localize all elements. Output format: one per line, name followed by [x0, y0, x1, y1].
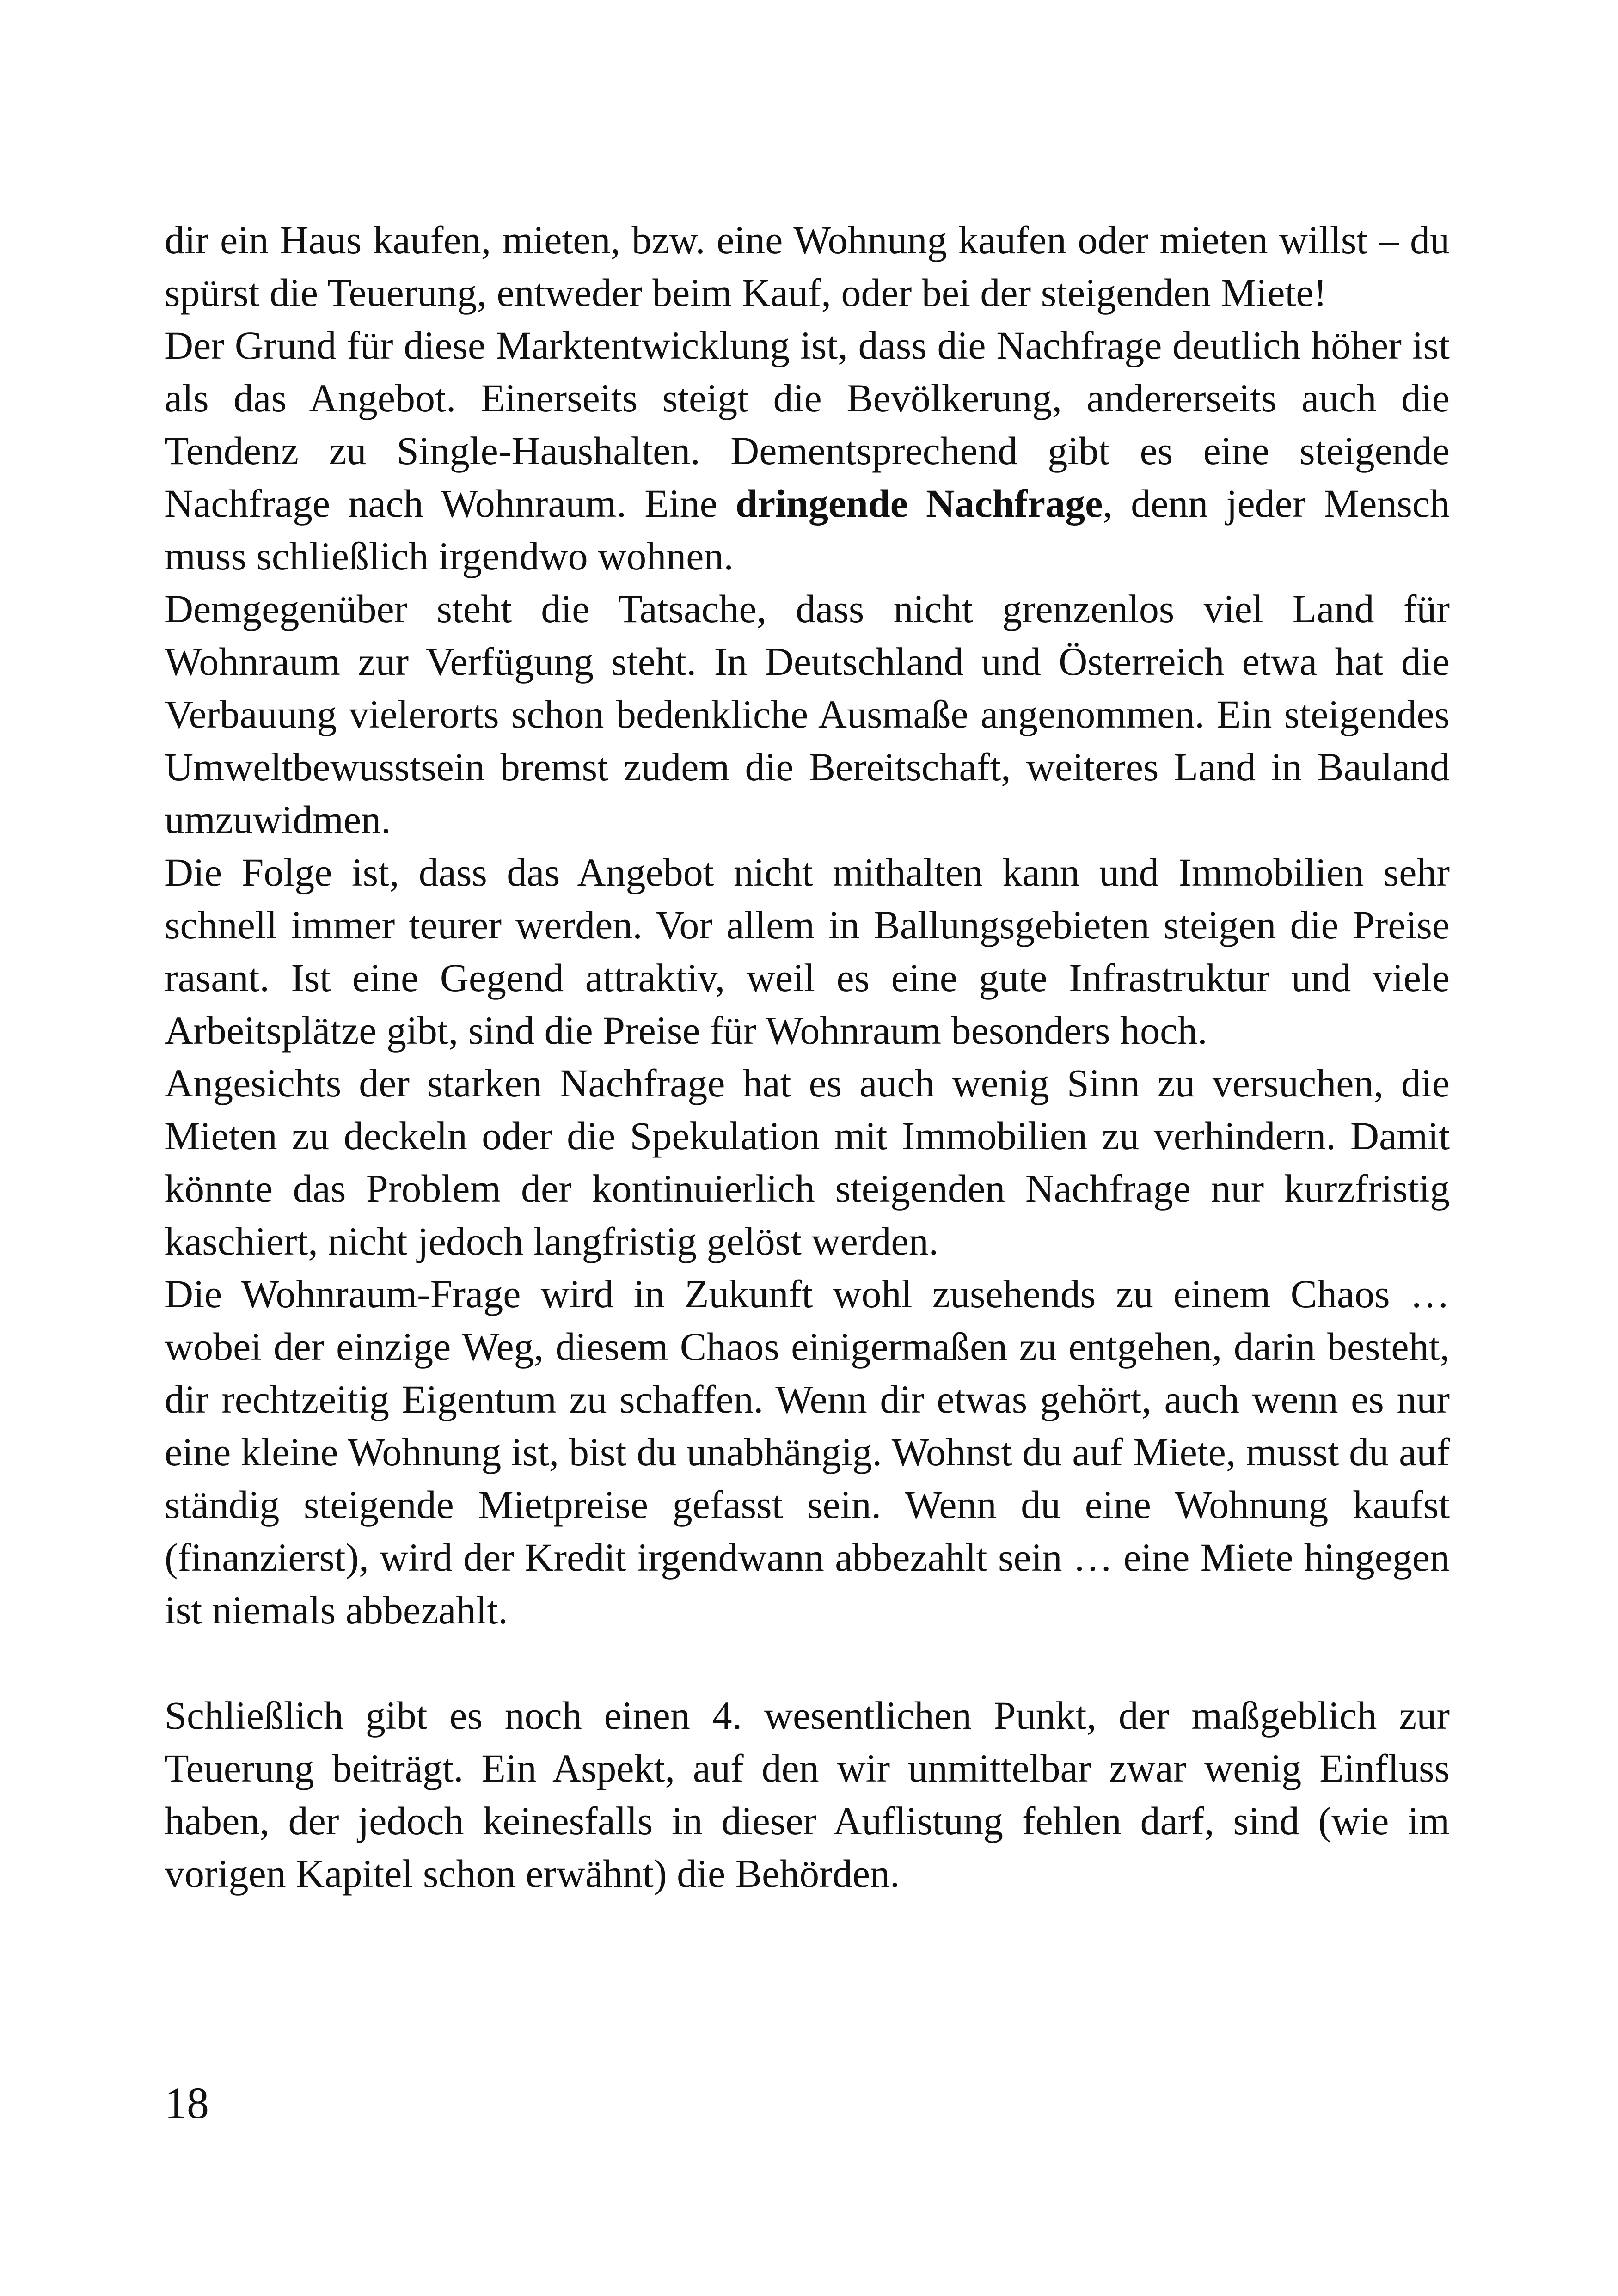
emphasis-dringende-nachfrage: dringende Nachfrage	[735, 481, 1103, 526]
paragraph-2-text-start: Der Grund für diese Marktentwicklung ist, dass die Nachfrage deutlich höher ist als das Angebot. Einerseits steigt die Bevölkerung, andererseits auch die Tendenz zu Single-Haushalten. Dementsprechend gibt es eine steigende Nachfrage nach Wohnraum. Eine	[165, 323, 1450, 526]
paragraph-5: Angesichts der starken Nachfrage hat es auch wenig Sinn zu versuchen, die Mieten zu deckeln oder die Spekulation mit Immobilien zu verhindern. Damit könnte das Problem der kontinuierlich steigenden Nachfrage nur kurzfristig kaschiert, nicht jedoch langfristig gelöst werden.	[165, 1061, 1450, 1263]
paragraph-4: Die Folge ist, dass das Angebot nicht mithalten kann und Immobilien sehr schnell immer teurer werden. Vor allem in Ballungsgebieten steigen die Preise rasant. Ist eine Gegend attraktiv, weil es eine gute Infrastruktur und viele Arbeitsplätze gibt, sind die Preise für Wohnraum besonders hoch.	[165, 850, 1450, 1053]
paragraph-3: Demgegenüber steht die Tatsache, dass nicht grenzenlos viel Land für Wohnraum zur Verfügung steht. In Deutschland und Österreich etwa hat die Verbauung vielerorts schon bedenkliche Ausmaße angenommen. Ein steigendes Umweltbewusstsein bremst zudem die Bereitschaft, weiteres Land in Bauland umzuwidmen.	[165, 587, 1450, 842]
paragraph-1: dir ein Haus kaufen, mieten, bzw. eine Wohnung kaufen oder mieten willst – du spürst die Teuerung, entweder beim Kauf, oder bei der steigenden Miete!	[165, 218, 1450, 315]
paragraph-2	[165, 319, 1450, 582]
paragraph-2-text-end: , denn jeder Mensch muss schließlich irgendwo wohnen.	[165, 481, 1450, 578]
body-text	[165, 214, 1450, 1900]
paragraph-6: Die Wohnraum-Frage wird in Zukunft wohl zusehends zu einem Chaos … wobei der einzige Weg, diesem Chaos einigermaßen zu entgehen, darin besteht, dir rechtzeitig Eigentum zu schaffen. Wenn dir etwas gehört, auch wenn es nur eine kleine Wohnung ist, bist du unabhängig. Wohnst du auf Miete, musst du auf ständig steigende Mietpreise gefasst sein. Wenn du eine Wohnung kaufst (finanzierst), wird der Kredit irgendwann abbezahlt sein … eine Miete hingegen ist niemals abbezahlt.	[165, 1272, 1450, 1632]
page-number: 18	[165, 2078, 209, 2128]
paragraph-7: Schließlich gibt es noch einen 4. wesentlichen Punkt, der maßgeblich zur Teuerung beiträgt. Ein Aspekt, auf den wir unmittelbar zwar wenig Einfluss haben, der jedoch keinesfalls in dieser Auflistung fehlen darf, sind (wie im vorigen Kapitel schon erwähnt) die Behörden.	[165, 1693, 1450, 1896]
